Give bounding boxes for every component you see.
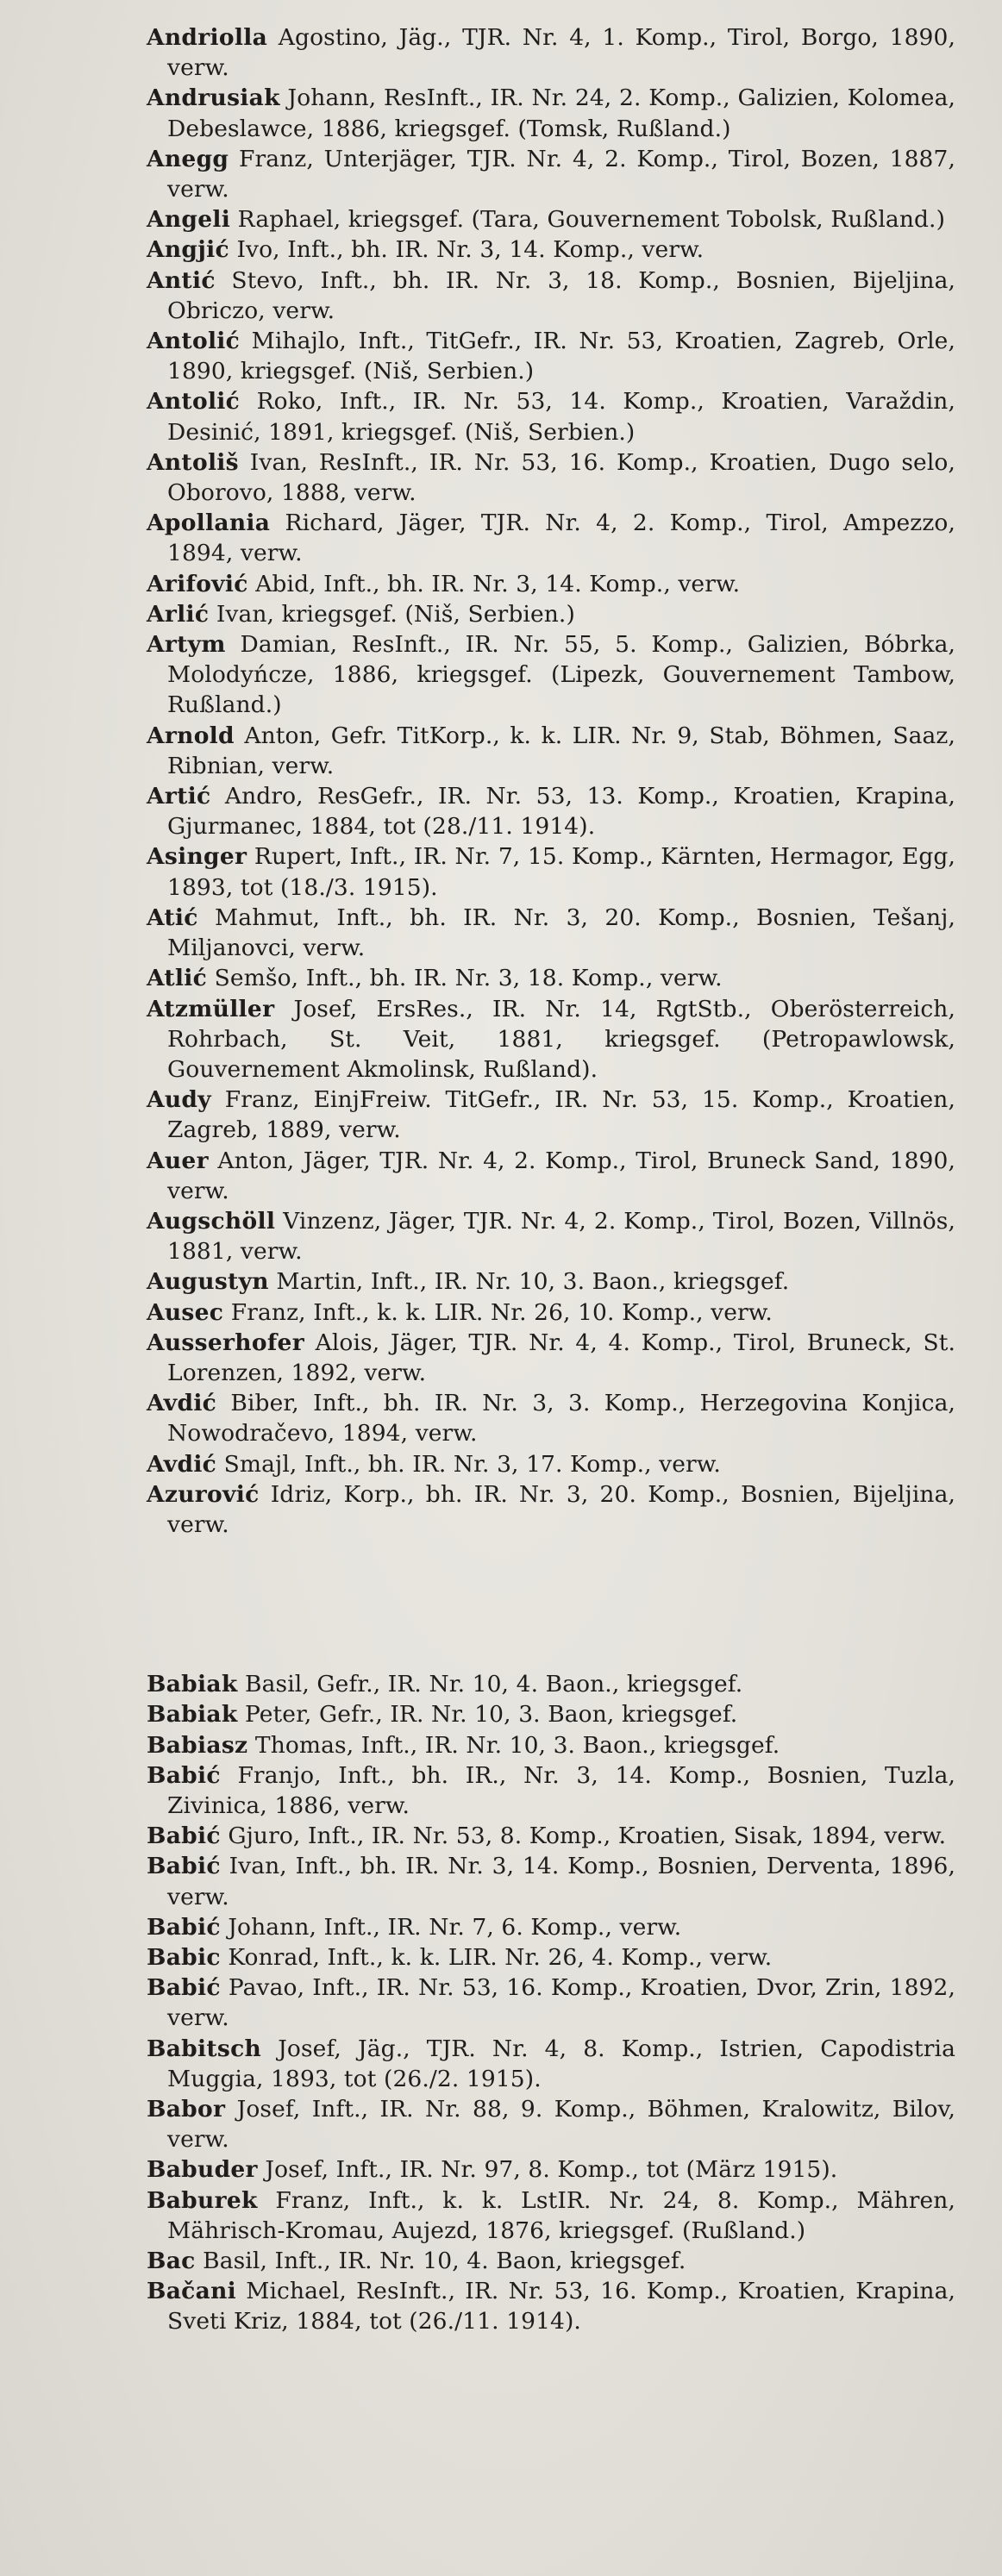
entry-surname: Babić — [147, 1913, 221, 1941]
entry-details: Josef, Jäg., TJR. Nr. 4, 8. Komp., Istrien, Capodistria Muggia, 1893, tot (26./2. 1915). — [167, 2035, 955, 2092]
entry-details: Biber, Inft., bh. IR. Nr. 3, 3. Komp., Herzegovina Konjica, Nowodračevo, 1894, verw. — [167, 1390, 955, 1447]
entry-surname: Andriolla — [147, 24, 268, 51]
entry-surname: Artym — [147, 631, 226, 659]
entry-surname: Babuder — [147, 2156, 258, 2184]
entry-surname: Auer — [147, 1147, 209, 1174]
register-entry — [147, 1479, 955, 1540]
register-entry — [147, 629, 955, 721]
entry-surname: Babić — [147, 1974, 221, 2002]
entry-surname: Babor — [147, 2096, 226, 2123]
register-entry — [147, 841, 955, 902]
entry-surname: Arlić — [147, 600, 210, 628]
entry-surname: Babić — [147, 1853, 221, 1880]
entry-surname: Babić — [147, 1823, 221, 1850]
entry-details: Johann, Inft., IR. Nr. 7, 6. Komp., verw. — [220, 1913, 682, 1941]
register-entry — [147, 721, 955, 781]
entry-details: Alois, Jäger, TJR. Nr. 4, 4. Komp., Tirol, Bruneck, St. Lorenzen, 1892, verw. — [167, 1329, 955, 1386]
entry-details: Anton, Jäger, TJR. Nr. 4, 2. Komp., Tirol, Bruneck Sand, 1890, verw. — [167, 1147, 955, 1204]
entry-details: Franz, Inft., k. k. LIR. Nr. 26, 10. Komp., verw. — [223, 1298, 773, 1326]
register-entry — [147, 2185, 955, 2246]
register-entry — [147, 266, 955, 326]
entry-surname: Antoliš — [147, 448, 239, 476]
entry-surname: Andrusiak — [147, 84, 280, 112]
entry-details: Josef, Inft., IR. Nr. 88, 9. Komp., Böhmen, Kralowitz, Bilov, verw. — [167, 2096, 955, 2154]
register-entry — [147, 963, 955, 993]
register-entry — [147, 447, 955, 508]
register-entry — [147, 1206, 955, 1266]
entry-surname: Atlić — [147, 965, 208, 992]
register-entry — [147, 1085, 955, 1145]
entry-surname: Angjić — [147, 236, 229, 264]
entry-details: Basil, Inft., IR. Nr. 10, 4. Baon, kriegsgef. — [195, 2248, 686, 2275]
entry-details: Vinzenz, Jäger, TJR. Nr. 4, 2. Komp., Tirol, Bozen, Villnös, 1881, verw. — [167, 1207, 955, 1266]
entry-surname: Babić — [147, 1761, 221, 1789]
entry-details: Ivan, kriegsgef. (Niš, Serbien.) — [209, 600, 575, 628]
register-entry — [147, 1912, 955, 1942]
entry-surname: Ausserhofer — [147, 1329, 304, 1356]
register-entry — [147, 386, 955, 447]
register-entry — [147, 569, 955, 599]
register-entry — [147, 1699, 955, 1729]
entry-details: Peter, Gefr., IR. Nr. 10, 3. Baon, kriegsgef. — [237, 1701, 738, 1729]
register-entry — [147, 1851, 955, 1911]
entry-surname: Baburek — [147, 2186, 258, 2214]
entry-surname: Antić — [147, 266, 216, 294]
section-b-entries — [147, 1669, 955, 2336]
entry-details: Franz, EinjFreiw. TitGefr., IR. Nr. 53, 15. Komp., Kroatien, Zagreb, 1889, verw. — [167, 1086, 955, 1144]
entry-surname: Apollania — [147, 510, 271, 537]
entry-details: Martin, Inft., IR. Nr. 10, 3. Baon., kriegsgef. — [268, 1268, 790, 1296]
entry-details: Josef, Inft., IR. Nr. 97, 8. Komp., tot (März 1915). — [257, 2156, 838, 2184]
entry-surname: Antolić — [147, 388, 241, 416]
entry-details: Agostino, Jäg., TJR. Nr. 4, 1. Komp., Tirol, Borgo, 1890, verw. — [167, 24, 955, 82]
entry-surname: Angeli — [147, 206, 231, 234]
entry-details: Josef, ErsRes., IR. Nr. 14, RgtStb., Oberösterreich, Rohrbach, St. Veit, 1881, kriegsgef. (Petropawlowsk, Gouvernement Akmolinsk, Rußland). — [167, 995, 955, 1083]
register-entry — [147, 903, 955, 963]
register-entry — [147, 1669, 955, 1699]
entry-details: Raphael, kriegsgef. (Tara, Gouvernement Tobolsk, Rußland.) — [230, 206, 946, 234]
entry-details: Ivan, ResInft., IR. Nr. 53, 16. Komp., Kroatien, Dugo selo, Oborovo, 1888, verw. — [167, 448, 955, 507]
entry-details: Ivan, Inft., bh. IR. Nr. 3, 14. Komp., Bosnien, Derventa, 1896, verw. — [167, 1853, 955, 1910]
entry-surname: Babiasz — [147, 1731, 248, 1759]
entry-surname: Anegg — [147, 145, 229, 172]
entry-details: Thomas, Inft., IR. Nr. 10, 3. Baon., kriegsgef. — [247, 1731, 780, 1759]
entry-surname: Babiak — [147, 1671, 238, 1698]
entry-surname: Avdić — [147, 1390, 217, 1417]
entry-details: Abid, Inft., bh. IR. Nr. 3, 14. Komp., verw. — [247, 570, 741, 597]
entry-surname: Bačani — [147, 2278, 237, 2305]
entry-details: Idriz, Korp., bh. IR. Nr. 3, 20. Komp., Bosnien, Bijeljina, verw. — [167, 1480, 955, 1538]
entry-details: Stevo, Inft., bh. IR. Nr. 3, 18. Komp., Bosnien, Bijeljina, Obriczo, verw. — [167, 266, 955, 324]
register-entry — [147, 204, 955, 234]
entry-details: Michael, ResInft., IR. Nr. 53, 16. Komp., Kroatien, Krapina, Sveti Kriz, 1884, tot (26./11. 1914). — [167, 2278, 955, 2335]
register-entry — [147, 2246, 955, 2276]
entry-details: Gjuro, Inft., IR. Nr. 53, 8. Komp., Kroatien, Sisak, 1894, verw. — [220, 1823, 947, 1850]
register-entry — [147, 1297, 955, 1328]
register-entry — [147, 2034, 955, 2094]
entry-surname: Babic — [147, 1943, 221, 1971]
register-entry — [147, 1730, 955, 1760]
entry-details: Rupert, Inft., IR. Nr. 7, 15. Komp., Kärnten, Hermagor, Egg, 1893, tot (18./3. 1915). — [167, 843, 955, 901]
entry-surname: Augschöll — [147, 1207, 276, 1235]
entry-details: Konrad, Inft., k. k. LIR. Nr. 26, 4. Komp., verw. — [220, 1943, 773, 1971]
entry-details: Franjo, Inft., bh. IR., Nr. 3, 14. Komp., Bosnien, Tuzla, Zivinica, 1886, verw. — [167, 1761, 955, 1819]
entry-surname: Babiak — [147, 1701, 238, 1729]
register-entry — [147, 1973, 955, 2033]
register-entry — [147, 599, 955, 629]
register-entry — [147, 2154, 955, 2185]
entry-details: Smajl, Inft., bh. IR. Nr. 3, 17. Komp., verw. — [216, 1450, 721, 1478]
entry-details: Damian, ResInft., IR. Nr. 55, 5. Komp., Galizien, Bóbrka, Molodyńcze, 1886, kriegsgef. (Lipezk, Gouvernement Tambow, Rußland.) — [167, 631, 955, 719]
register-entry — [147, 1942, 955, 1973]
entry-details: Roko, Inft., IR. Nr. 53, 14. Komp., Kroatien, Varaždin, Desinić, 1891, kriegsgef. (Niš, Serbien.) — [167, 388, 955, 446]
register-entry — [147, 83, 955, 143]
register-entry — [147, 1146, 955, 1206]
entry-details: Franz, Unterjäger, TJR. Nr. 4, 2. Komp., Tirol, Bozen, 1887, verw. — [167, 145, 955, 203]
entry-surname: Azurović — [147, 1480, 260, 1508]
register-entry — [147, 508, 955, 568]
register-entry — [147, 1760, 955, 1821]
entry-details: Richard, Jäger, TJR. Nr. 4, 2. Komp., Tirol, Ampezzo, 1894, verw. — [167, 510, 955, 567]
entry-details: Franz, Inft., k. k. LstIR. Nr. 24, 8. Komp., Mähren, Mährisch-Kromau, Aujezd, 1876, kriegsgef. (Rußland.) — [167, 2186, 955, 2244]
section-a-entries — [147, 22, 955, 1540]
entry-surname: Arifović — [147, 570, 248, 597]
register-entry — [147, 234, 955, 265]
entry-details: Mahmut, Inft., bh. IR. Nr. 3, 20. Komp., Bosnien, Tešanj, Miljanovci, verw. — [167, 903, 955, 962]
entry-surname: Ausec — [147, 1298, 224, 1326]
entry-details: Mihajlo, Inft., TitGefr., IR. Nr. 53, Kroatien, Zagreb, Orle, 1890, kriegsgef. (Niš, Serbien.) — [167, 328, 955, 385]
entry-surname: Augustyn — [147, 1268, 269, 1296]
entry-surname: Audy — [147, 1086, 211, 1114]
register-entry — [147, 144, 955, 204]
entry-details: Basil, Gefr., IR. Nr. 10, 4. Baon., kriegsgef. — [237, 1671, 743, 1698]
register-entry — [147, 1266, 955, 1297]
register-entry — [147, 1328, 955, 1388]
entry-surname: Arnold — [147, 722, 235, 749]
entry-surname: Artić — [147, 783, 211, 810]
register-entry — [147, 1449, 955, 1479]
entry-surname: Antolić — [147, 328, 241, 355]
register-entry — [147, 1388, 955, 1448]
register-entry — [147, 2276, 955, 2336]
entry-surname: Avdić — [147, 1450, 217, 1478]
entry-details: Pavao, Inft., IR. Nr. 53, 16. Komp., Kroatien, Dvor, Zrin, 1892, verw. — [167, 1974, 955, 2032]
register-entry — [147, 781, 955, 841]
register-entry — [147, 2094, 955, 2154]
entry-details: Johann, ResInft., IR. Nr. 24, 2. Komp., Galizien, Kolomea, Debeslawce, 1886, kriegsgef. (Tomsk, Rußland.) — [167, 84, 955, 142]
entry-surname: Atić — [147, 903, 198, 931]
entry-details: Andro, ResGefr., IR. Nr. 53, 13. Komp., Kroatien, Krapina, Gjurmanec, 1884, tot (28./11. 1914). — [167, 783, 955, 841]
entry-surname: Bac — [147, 2248, 196, 2275]
entry-surname: Asinger — [147, 843, 247, 871]
entry-surname: Atzmüller — [147, 995, 275, 1022]
entry-details: Ivo, Inft., bh. IR. Nr. 3, 14. Komp., verw. — [229, 236, 705, 264]
register-entry — [147, 326, 955, 386]
register-entry — [147, 994, 955, 1085]
register-entry — [147, 22, 955, 83]
entry-surname: Babitsch — [147, 2035, 262, 2062]
register-entry — [147, 1821, 955, 1851]
entry-details: Anton, Gefr. TitKorp., k. k. LIR. Nr. 9, Stab, Böhmen, Saaz, Ribnian, verw. — [167, 722, 955, 779]
entry-details: Semšo, Inft., bh. IR. Nr. 3, 18. Komp., verw. — [207, 965, 723, 992]
